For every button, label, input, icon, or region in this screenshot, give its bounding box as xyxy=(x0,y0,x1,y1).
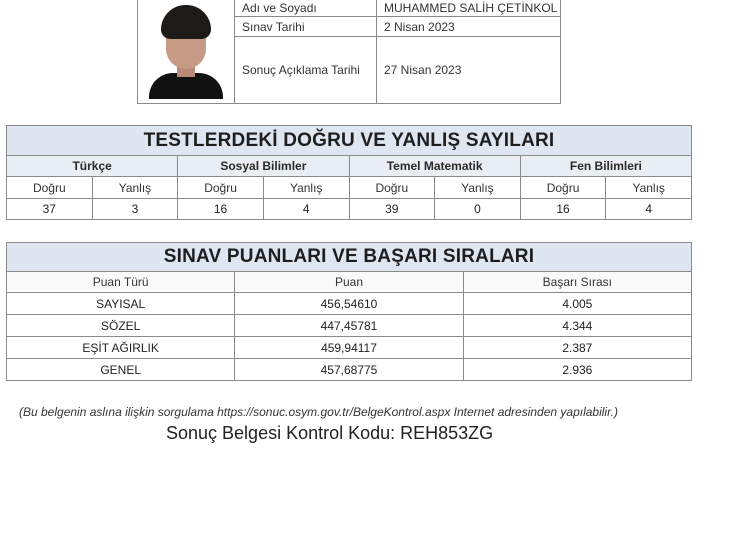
score-type: EŞİT AĞIRLIK xyxy=(7,337,235,359)
rank-value: 4.344 xyxy=(463,315,691,337)
sub-header: Yanlış xyxy=(92,177,178,199)
score-value: 457,68775 xyxy=(235,359,463,381)
score-type: SÖZEL xyxy=(7,315,235,337)
candidate-photo-cell xyxy=(138,0,235,104)
turkce-yanlis: 3 xyxy=(92,199,178,220)
name-label: Adı ve Soyadı xyxy=(235,0,377,17)
tests-table xyxy=(6,125,692,220)
fen-yanlis: 4 xyxy=(606,199,692,220)
sub-header: Yanlış xyxy=(606,177,692,199)
rank-value: 2.387 xyxy=(463,337,691,359)
exam-date-value: 2 Nisan 2023 xyxy=(377,17,561,37)
table-row xyxy=(7,315,692,337)
rank-value: 4.005 xyxy=(463,293,691,315)
sub-header: Doğru xyxy=(520,177,606,199)
control-code: Sonuç Belgesi Kontrol Kodu: REH853ZG xyxy=(166,423,494,443)
score-value: 459,94117 xyxy=(235,337,463,359)
rank-value: 2.936 xyxy=(463,359,691,381)
sosyal-yanlis: 4 xyxy=(263,199,349,220)
table-row xyxy=(7,293,692,315)
result-date-label: Sonuç Açıklama Tarihi xyxy=(235,37,377,104)
table-row xyxy=(7,337,692,359)
sosyal-dogru: 16 xyxy=(178,199,264,220)
table-row xyxy=(7,359,692,381)
group-turkce: Türkçe xyxy=(7,156,178,177)
tests-title: TESTLERDEKİ DOĞRU VE YANLIŞ SAYILARI xyxy=(7,126,692,156)
score-type: GENEL xyxy=(7,359,235,381)
sub-header: Yanlış xyxy=(263,177,349,199)
matematik-yanlis: 0 xyxy=(435,199,521,220)
sub-header: Doğru xyxy=(7,177,93,199)
fen-dogru: 16 xyxy=(520,199,606,220)
candidate-info xyxy=(137,0,561,104)
sub-header: Yanlış xyxy=(435,177,521,199)
exam-date-label: Sınav Tarihi xyxy=(235,17,377,37)
score-value: 447,45781 xyxy=(235,315,463,337)
column-header-rank: Başarı Sırası xyxy=(463,272,691,293)
group-fen: Fen Bilimleri xyxy=(520,156,691,177)
score-value: 456,54610 xyxy=(235,293,463,315)
candidate-photo xyxy=(147,3,225,99)
turkce-dogru: 37 xyxy=(7,199,93,220)
sub-header: Doğru xyxy=(178,177,264,199)
verification-note: (Bu belgenin aslına ilişkin sorgulama https://sonuc.osym.gov.tr/BelgeKontrol.aspx Internet adresinden yapılabilir.) xyxy=(19,405,618,419)
group-matematik: Temel Matematik xyxy=(349,156,520,177)
matematik-dogru: 39 xyxy=(349,199,435,220)
sub-header: Doğru xyxy=(349,177,435,199)
scores-table xyxy=(6,242,692,381)
column-header-type: Puan Türü xyxy=(7,272,235,293)
score-type: SAYISAL xyxy=(7,293,235,315)
column-header-score: Puan xyxy=(235,272,463,293)
name-value: MUHAMMED SALİH ÇETİNKOL xyxy=(377,0,561,17)
result-date-value: 27 Nisan 2023 xyxy=(377,37,561,104)
group-sosyal: Sosyal Bilimler xyxy=(178,156,349,177)
scores-title: SINAV PUANLARI VE BAŞARI SIRALARI xyxy=(7,243,692,272)
